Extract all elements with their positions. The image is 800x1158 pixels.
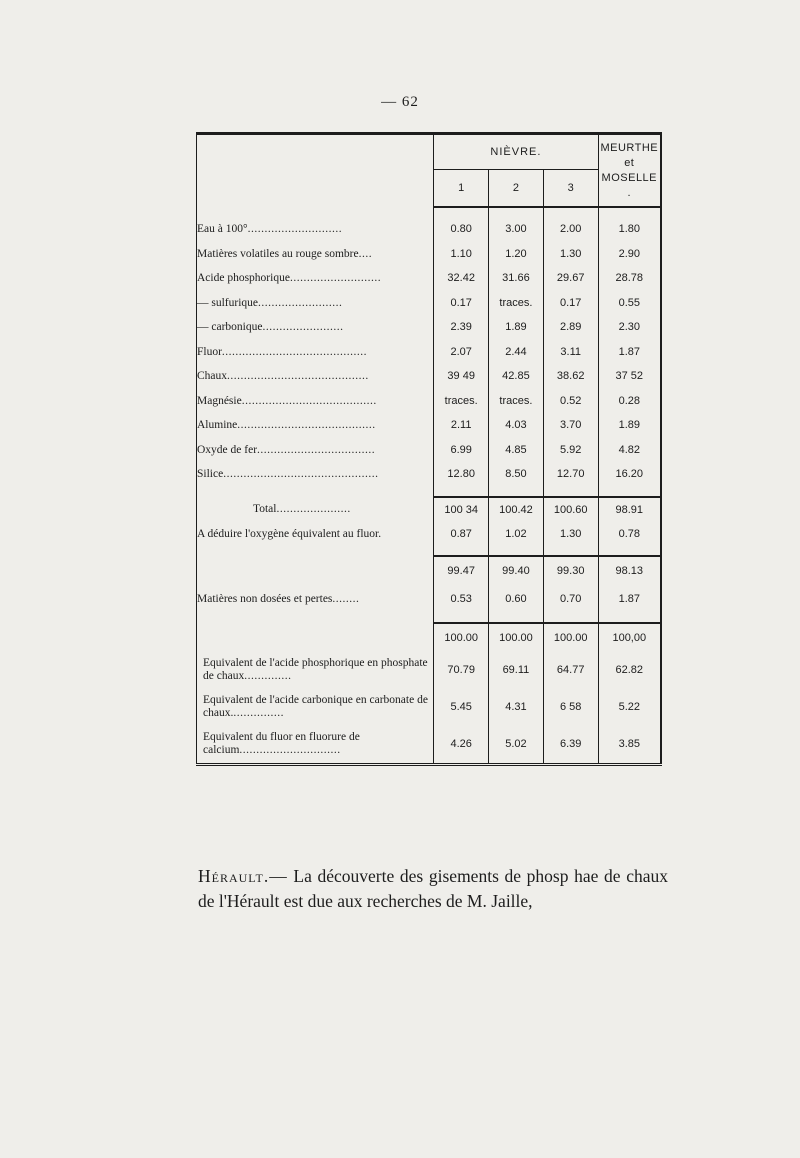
non-doses-value: 1.87 <box>598 585 661 613</box>
cell-value: 8.50 <box>489 462 544 487</box>
page-number: — 62 <box>381 94 419 110</box>
table-row <box>197 462 662 487</box>
cell-value: 0.17 <box>434 291 489 316</box>
equivalent-row <box>197 689 662 726</box>
table-row <box>197 291 662 316</box>
table-row <box>197 438 662 463</box>
row-label: Oxyde de fer................................... <box>197 438 434 463</box>
row-label: Matières volatiles au rouge sombre.... <box>197 242 434 267</box>
equivalent-value: 70.79 <box>434 652 489 689</box>
deduct-label: A déduire l'oxygène équivalent au fluor. <box>197 522 434 546</box>
row-label: Chaux.......................................... <box>197 364 434 389</box>
total-value: 98.91 <box>598 497 661 522</box>
equivalent-value: 5.45 <box>434 689 489 726</box>
deduct-row <box>197 522 662 546</box>
nievre-header: NIÈVRE. <box>434 134 598 170</box>
grand-total-value: 100.00 <box>543 623 598 652</box>
subtotal-value: 99.30 <box>543 556 598 585</box>
cell-value: 32.42 <box>434 266 489 291</box>
cell-value: 3.11 <box>543 340 598 365</box>
cell-value: 2.89 <box>543 315 598 340</box>
table-row <box>197 389 662 414</box>
row-label: Eau à 100°............................ <box>197 217 434 242</box>
deduct-value: 1.02 <box>489 522 544 546</box>
equivalent-value: 5.02 <box>489 726 544 765</box>
cell-value: 0.55 <box>598 291 661 316</box>
cell-value: 31.66 <box>489 266 544 291</box>
equivalent-row <box>197 652 662 689</box>
row-label: — carbonique........................ <box>197 315 434 340</box>
equivalent-label: Equivalent de l'acide phosphorique en phosphate de chaux.............. <box>197 652 434 689</box>
non-doses-value: 0.60 <box>489 585 544 613</box>
row-label: Silice.............................................. <box>197 462 434 487</box>
cell-value: 1.80 <box>598 217 661 242</box>
subtotal-label <box>197 556 434 585</box>
table-row <box>197 413 662 438</box>
grand-total-value: 100.00 <box>434 623 489 652</box>
cell-value: 2.00 <box>543 217 598 242</box>
cell-value: 29.67 <box>543 266 598 291</box>
deduct-value: 0.87 <box>434 522 489 546</box>
grand-total-value: 100.00 <box>489 623 544 652</box>
equivalent-label: Equivalent de l'acide carbonique en carbonate de chaux................ <box>197 689 434 726</box>
equivalent-value: 4.26 <box>434 726 489 765</box>
column-header-2: 2 <box>489 170 544 208</box>
deduct-value: 1.30 <box>543 522 598 546</box>
grand-total-label <box>197 623 434 652</box>
equivalent-value: 62.82 <box>598 652 661 689</box>
equivalent-value: 3.85 <box>598 726 661 765</box>
meurthe-moselle-header <box>598 134 661 208</box>
cell-value: 1.10 <box>434 242 489 267</box>
cell-value: 2.11 <box>434 413 489 438</box>
table-row <box>197 266 662 291</box>
column-header-1: 1 <box>434 170 489 208</box>
deduct-value: 0.78 <box>598 522 661 546</box>
cell-value: 6.99 <box>434 438 489 463</box>
non-doses-row <box>197 585 662 613</box>
cell-value: 1.20 <box>489 242 544 267</box>
cell-value: 0.17 <box>543 291 598 316</box>
non-doses-label: Matières non dosées et pertes........ <box>197 585 434 613</box>
table-row <box>197 217 662 242</box>
cell-value: 38.62 <box>543 364 598 389</box>
meurthe-line-2: et <box>624 156 635 169</box>
cell-value: 0.52 <box>543 389 598 414</box>
analysis-table <box>196 132 662 766</box>
meurthe-line-3: MOSELLE . <box>601 171 658 199</box>
cell-value: 2.30 <box>598 315 661 340</box>
row-label: Alumine......................................... <box>197 413 434 438</box>
row-label: Fluor........................................... <box>197 340 434 365</box>
total-value: 100.42 <box>489 497 544 522</box>
cell-value: 16.20 <box>598 462 661 487</box>
header-empty-cell <box>197 134 434 208</box>
cell-value: 3.00 <box>489 217 544 242</box>
cell-value: 12.80 <box>434 462 489 487</box>
equivalent-value: 6.39 <box>543 726 598 765</box>
cell-value: 0.80 <box>434 217 489 242</box>
total-row <box>197 497 662 522</box>
cell-value: 37 52 <box>598 364 661 389</box>
subtotal-value: 99.40 <box>489 556 544 585</box>
cell-value: traces. <box>434 389 489 414</box>
grand-total-row <box>197 623 662 652</box>
table-row <box>197 340 662 365</box>
caption-text: La découverte des gisements de phosp hae de chaux de l'Hérault est due aux recherches de M. Jaille, <box>198 865 669 911</box>
cell-value: 1.89 <box>598 413 661 438</box>
caption-paragraph <box>198 864 668 914</box>
non-doses-value: 0.70 <box>543 585 598 613</box>
cell-value: 28.78 <box>598 266 661 291</box>
equivalent-value: 4.31 <box>489 689 544 726</box>
subtotal-row <box>197 556 662 585</box>
meurthe-line-1: MEURTHE <box>600 141 659 154</box>
equivalent-value: 6 58 <box>543 689 598 726</box>
total-value: 100 34 <box>434 497 489 522</box>
cell-value: 4.82 <box>598 438 661 463</box>
cell-value: 42.85 <box>489 364 544 389</box>
cell-value: 39 49 <box>434 364 489 389</box>
grand-total-value: 100,00 <box>598 623 661 652</box>
table-row <box>197 315 662 340</box>
cell-value: traces. <box>489 389 544 414</box>
equivalent-value: 69.11 <box>489 652 544 689</box>
cell-value: 0.28 <box>598 389 661 414</box>
caption-lead: Hérault.— <box>198 865 288 886</box>
cell-value: 2.39 <box>434 315 489 340</box>
equivalent-row <box>197 726 662 765</box>
cell-value: 1.30 <box>543 242 598 267</box>
row-label: Magnésie........................................ <box>197 389 434 414</box>
total-value: 100.60 <box>543 497 598 522</box>
non-doses-value: 0.53 <box>434 585 489 613</box>
cell-value: 2.44 <box>489 340 544 365</box>
cell-value: 2.07 <box>434 340 489 365</box>
column-header-3: 3 <box>543 170 598 208</box>
cell-value: traces. <box>489 291 544 316</box>
row-label: — sulfurique......................... <box>197 291 434 316</box>
table-row <box>197 364 662 389</box>
table-row <box>197 242 662 267</box>
equivalent-value: 64.77 <box>543 652 598 689</box>
row-label: Acide phosphorique........................... <box>197 266 434 291</box>
equivalent-value: 5.22 <box>598 689 661 726</box>
total-label: Total...................... <box>197 497 434 522</box>
cell-value: 12.70 <box>543 462 598 487</box>
cell-value: 2.90 <box>598 242 661 267</box>
equivalent-label: Equivalent du fluor en fluorure de calcium.............................. <box>197 726 434 765</box>
subtotal-value: 99.47 <box>434 556 489 585</box>
cell-value: 4.03 <box>489 413 544 438</box>
cell-value: 3.70 <box>543 413 598 438</box>
cell-value: 4.85 <box>489 438 544 463</box>
cell-value: 1.87 <box>598 340 661 365</box>
subtotal-value: 98.13 <box>598 556 661 585</box>
cell-value: 1.89 <box>489 315 544 340</box>
cell-value: 5.92 <box>543 438 598 463</box>
